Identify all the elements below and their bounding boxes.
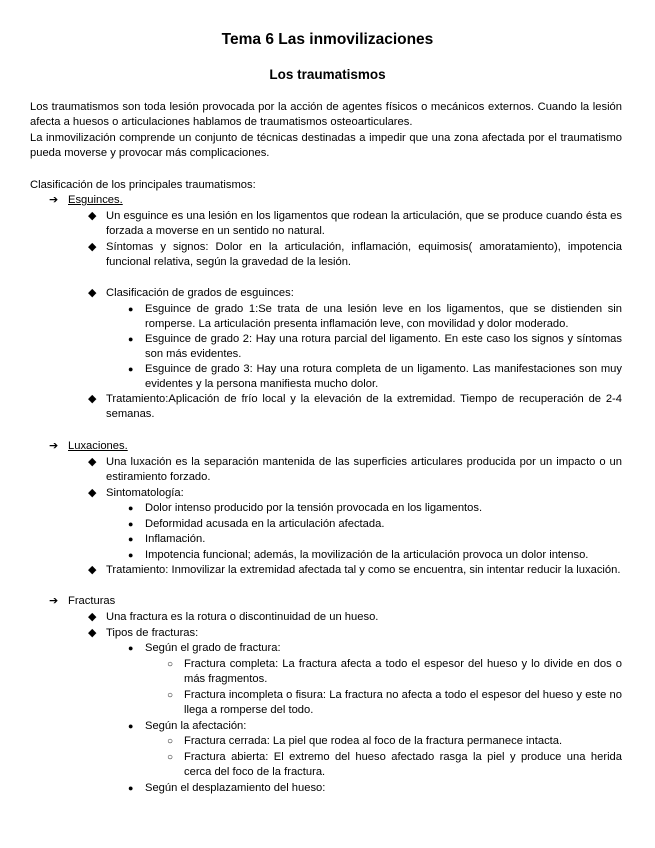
circle-bullet-icon: ○	[167, 752, 174, 763]
arrow-icon: ➔	[49, 595, 59, 607]
arrow-icon: ➔	[49, 440, 59, 452]
circle-bullet-icon: ○	[167, 659, 174, 670]
diamond-bullet-icon: ◆	[88, 487, 97, 499]
document-title: Tema 6 Las inmovilizaciones	[221, 31, 434, 48]
luxacion-treatment: Tratamiento: Inmovilizar la extremidad afectada tal y como se encuentra, sin intentar reducir la luxación.	[106, 564, 621, 576]
bullet-icon: ●	[128, 364, 134, 374]
symptom-item: Inflamación.	[145, 533, 206, 545]
bullet-icon: ●	[128, 519, 134, 529]
diamond-bullet-icon: ◆	[88, 564, 97, 576]
bullet-icon: ●	[128, 534, 134, 544]
fractura-cerrada: Fractura cerrada: La piel que rodea al foco de la fractura permanece intacta.	[184, 735, 563, 747]
types-heading: Tipos de fracturas:	[106, 627, 199, 639]
symptom-item: Impotencia funcional; además, la movilización de la articulación provoca un dolor intenso.	[145, 549, 589, 561]
diamond-bullet-icon: ◆	[88, 456, 97, 468]
grade-3: Esguince de grado 3: Hay una rotura completa de un ligamento. Las manifestaciones son muy evidentes y la persona manifiesta mucho dolor.	[145, 363, 622, 391]
luxaciones-heading: Luxaciones.	[68, 440, 128, 452]
grade-2: Esguince de grado 2: Hay una rotura parcial del ligamento. En este caso los signos y síntomas son más evidentes.	[145, 333, 622, 361]
intro-paragraph-1: Los traumatismos son toda lesión provocada por la acción de agentes físicos o mecánicos externos. Cuando la lesión afecta a huesos o articulaciones hablamos de traumatismos osteoarticulares.	[30, 101, 622, 129]
esguince-symptoms: Síntomas y signos: Dolor en la articulación, inflamación, equimosis( amoratamiento), impotencia funcional relativa, según la gravedad de la lesión.	[106, 241, 622, 269]
by-grade-label: Según el grado de fractura:	[145, 642, 281, 654]
fractura-incompleta: Fractura incompleta o fisura: La fractura no afecta a todo el espesor del hueso y este no llega a romperse del todo.	[184, 689, 622, 717]
diamond-bullet-icon: ◆	[88, 393, 97, 405]
circle-bullet-icon: ○	[167, 736, 174, 747]
bullet-icon: ●	[128, 721, 134, 731]
bullet-icon: ●	[128, 304, 134, 314]
esguinces-heading: Esguinces.	[68, 194, 123, 206]
grade-1: Esguince de grado 1:Se trata de una lesión leve en los ligamentos, que se distienden sin romperse. La articulación presenta inflamación leve, con movilidad y dolor moderado.	[145, 303, 622, 331]
bullet-icon: ●	[128, 783, 134, 793]
bullet-icon: ●	[128, 334, 134, 344]
bullet-icon: ●	[128, 503, 134, 513]
symptom-item: Deformidad acusada en la articulación afectada.	[145, 518, 385, 530]
arrow-icon: ➔	[49, 194, 59, 206]
fractura-completa: Fractura completa: La fractura afecta a todo el espesor del hueso y lo divide en dos o más fragmentos.	[184, 658, 622, 686]
diamond-bullet-icon: ◆	[88, 627, 97, 639]
by-affectation-label: Según la afectación:	[145, 720, 247, 732]
bullet-icon: ●	[128, 643, 134, 653]
diamond-bullet-icon: ◆	[88, 287, 97, 299]
symptom-item: Dolor intenso producido por la tensión provocada en los ligamentos.	[145, 502, 483, 514]
classification-heading: Clasificación de los principales traumatismos:	[30, 179, 256, 191]
fractura-definition: Una fractura es la rotura o discontinuidad de un hueso.	[106, 611, 379, 623]
diamond-bullet-icon: ◆	[88, 241, 97, 253]
esguince-treatment: Tratamiento:Aplicación de frío local y la elevación de la extremidad. Tiempo de recuperación de 2-4 semanas.	[106, 393, 622, 421]
diamond-bullet-icon: ◆	[88, 611, 97, 623]
circle-bullet-icon: ○	[167, 690, 174, 701]
esguince-definition: Un esguince es una lesión en los ligamentos que rodean la articulación, que se produce cuando ésta es forzada a moverse en un sentido no natural.	[106, 210, 622, 238]
by-displacement-label: Según el desplazamiento del hueso:	[145, 782, 326, 794]
fracturas-heading: Fracturas	[68, 595, 116, 607]
luxacion-definition: Una luxación es la separación mantenida de las superficies articulares producida por un impacto o un estiramiento forzado.	[106, 456, 622, 484]
section-title: Los traumatismos	[269, 67, 386, 82]
intro-paragraph-2: La inmovilización comprende un conjunto de técnicas destinadas a impedir que una zona afectada por el traumatismo pueda moverse y provocar más complicaciones.	[30, 132, 622, 160]
grades-heading: Clasificación de grados de esguinces:	[106, 287, 294, 299]
sintomatologia-heading: Sintomatología:	[106, 487, 184, 499]
diamond-bullet-icon: ◆	[88, 210, 97, 222]
bullet-icon: ●	[128, 550, 134, 560]
fractura-abierta: Fractura abierta: El extremo del hueso afectado rasga la piel y produce una herida cerca del foco de la fractura.	[184, 751, 622, 779]
